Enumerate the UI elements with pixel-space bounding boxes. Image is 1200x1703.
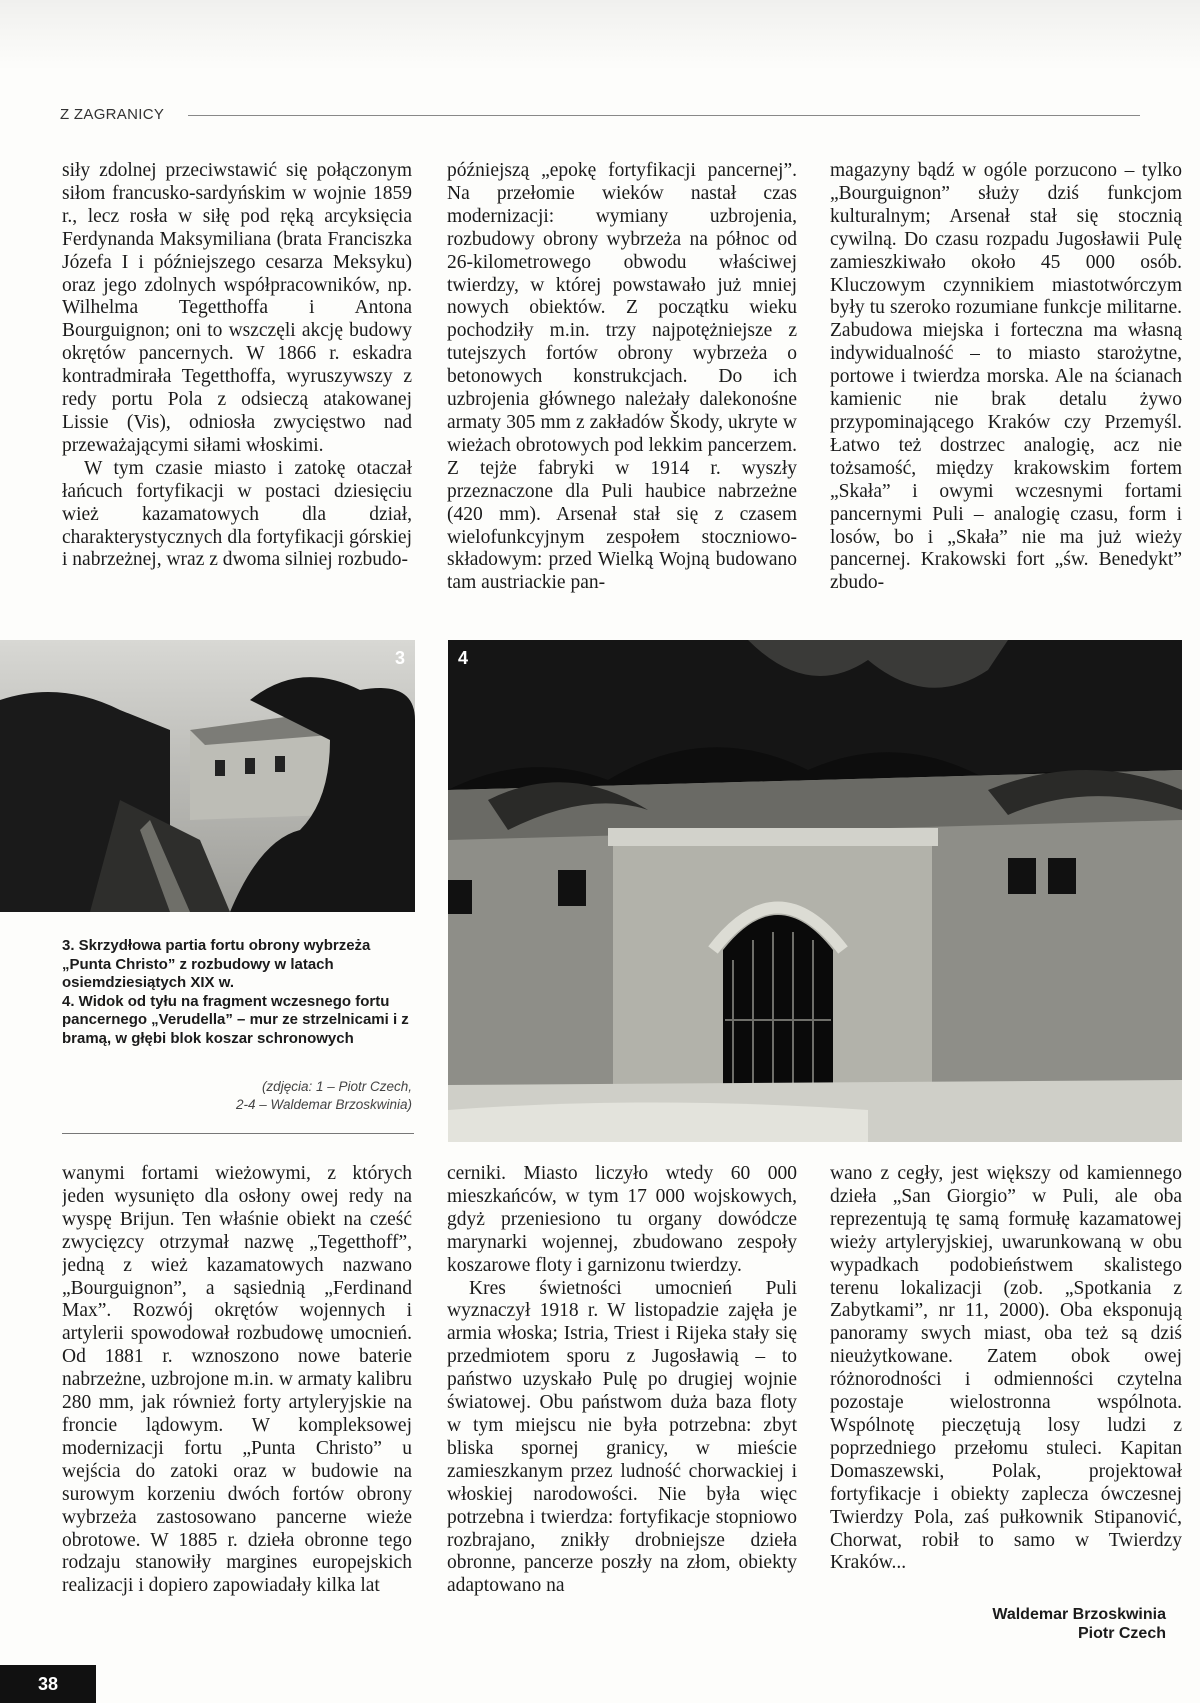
author-1: Waldemar Brzoskwinia [992,1606,1166,1623]
paragraph: magazyny bądź w ogóle porzucono – tylko „Bourguignon” służy dziś funkcjom kulturalnym; Arsenał stał się stocznią cywilną. Do czasu rozpadu Jugosławii Pulę zamieszkiwało około 45 000 osób. Kluczowym czynnikiem miastotwórczym były tu szeroko rozumiane funkcje militarne. Zabudowa miejska i forteczna ma własną indywidualność – to miasto starożytne, portowe i twierdza morska. Ale na ścianach kamienic nie brak detalu żywo przypominającego Kraków czy Przemyśl. Łatwo też dostrzec analogię, acz nie tożsamość, między krakowskim fortem „Skała” i owymi wczesnymi fortami pancernymi Puli – analogię czasu, form i losów, bo i „Skała” nie ma już wieży pancernej. Krakowski fort „św. Benedykt” zbudo- [830,160,1182,594]
photo-3-fort-punta-christo [0,640,415,912]
bottom-column-2 [447,1163,797,1643]
bottom-column-3 [830,1163,1182,1583]
photo-4-image [448,640,1182,1142]
paragraph: późniejszą „epokę fortyfikacji pancernej”. Na przełomie wieków nastał czas modernizacji: wymiany uzbrojenia, rozbudowy obrony wybrzeża na północ od 26-kilometrowego obwodu właściwej twierdzy, w której powstawało już mniej nowych obiektów. Z początku wieku pochodziły m.in. trzy najpotężniejsze z tutejszych fortów obrony wybrzeża o betonowych konstrukcjach. Do ich uzbrojenia głównego należały dalekonośne armaty 305 mm z zakładów Škody, ukryte w wieżach obrotowych pod lekkim pancerzem. Z tejże fabryki w 1914 r. wyszły przeznaczone dla Puli haubice nabrzeżne (420 mm). Arsenał stał się z czasem wielofunkcyjnym zespołem stoczniowo-składowym: przed Wielką Wojną budowano tam austriackie pan- [447,160,797,594]
photo-number: 3 [394,648,405,668]
page-top-shadow [0,0,1200,70]
photo-4-fort-verudella [448,640,1182,1142]
page-number: 38 [0,1665,96,1703]
caption-4: 4. Widok od tyłu na fragment wczesnego fortu pancernego „Verudella” – mur ze strzelnicami i z bramą, w głębi blok koszar schronowych [62,992,409,1047]
photo-credit [150,1078,412,1114]
section-rule [188,115,1140,116]
paragraph: Kres świetności umocnień Puli wyznaczył 1918 r. W listopadzie zajęła je armia włoska; Istria, Triest i Rijeka stały się przedmiotem sporu z Jugosławią – to państwo uzyskało Pulę po drugiej wojnie światowej. Obu państwom duża baza floty w tym miejscu nie była potrzebna: zbyt bliska spornej granicy, w mieście zamieszkanym przez ludność chorwackiej i włoskiej narodowości. Nie była więc potrzebna i twierdza: fortyfikacje stopniowo rozbrajano, znikły drobniejsze dzieła obronne, pancerze poszły na złom, obiekty adaptowano na [447,1277,797,1597]
section-label: Z ZAGRANICY [60,106,165,123]
paragraph: wanymi fortami wieżowymi, z których jeden wysunięto dla osłony owej redy na wyspę Brijun. Ten właśnie obiekt na cześć zwycięzcy otrzymał nazwę „Tegetthoff”, jedną z wież kazamatowych nazwano „Bourguignon”, a sąsiednią „Ferdinand Max”. Rozwój okrętów wojennych i artylerii spowodował rozbudowę umocnień. Od 1881 r. wznoszono nowe baterie nabrzeżne, uzbrojone m.in. w armaty kalibru 280 mm, jak również forty artyleryjskie na froncie lądowym. W kompleksowej modernizacji fortu „Punta Christo” u wejścia do zatoki oraz w budowie na surowym korzeniu dwóch fortów obrony wybrzeża zastosowano pancerne wieże obrotowe. W 1885 r. dzieła obronne tego rodzaju stanowiły margines europejskich realizacji i dopiero zapowiadały kilka lat [62,1163,412,1597]
paragraph: W tym czasie miasto i zatokę otaczał łańcuch fortyfikacji w postaci dziesięciu wież kazamatowych dla dział, charakterystycznych dla fortyfikacji górskiej i nabrzeżnej, wraz z dwoma silniej rozbudo- [62,457,412,571]
bottom-column-1 [62,1163,412,1643]
caption-3: 3. Skrzydłowa partia fortu obrony wybrzeża „Punta Christo” z rozbudowy w latach osiemdziesiątych XIX w. [62,937,371,991]
caption-divider [62,1133,414,1134]
credit-line-2: 2-4 – Waldemar Brzoskwinia) [235,1097,412,1112]
paragraph: wano z cegły, jest większy od kamiennego dzieła „San Giorgio” w Puli, ale oba reprezentują tę samą formułę kazamatowej wieży artyleryjskiej, uwarunkowaną w obu wypadkach podobieństwem skalistego terenu lokalizacji (zob. „Spotkania z Zabytkami”, nr 11, 2000). Oba eksponują panoramy swych miast, oba też są dziś nieużytkowane. Zatem obok owej różnorodności i odmienności czytelna pozostaje wielostronna wspólnota. Wspólnotę pieczętują losy ludzi z poprzedniego przełomu stuleci. Kapitan Domaszewski, Polak, projektował fortyfikacje i obiekty zaplecza ówczesnej Twierdzy Pola, zaś pułkownik Stipanović, Chorwat, robił to samo w Twierdzy Kraków... [830,1163,1182,1574]
photo-3-image [0,640,415,912]
paragraph: siły zdolnej przeciwstawić się połączonym siłom francusko-sardyńskim w wojnie 1859 r., lecz rosła w siłę pod ręką arcyksięcia Ferdynanda Maksymiliana (brata Franciszka Józefa I i późniejszego cesarza Meksyku) oraz jego zdolnych współpracowników, np. Wilhelma Tegetthoffa i Antona Bourguignon; oni to wszczęli akcję budowy okrętów pancernych. W 1866 r. eskadra kontradmirała Tegetthoffa, wyruszywszy z redy portu Pola z odsieczą atakowanej Lissie (Vis), odniosła zwycięstwo nad przeważającymi siłami włoskimi. [62,160,412,456]
photo-number: 4 [458,648,469,668]
top-column-2 [447,160,797,620]
credit-line-1: (zdjęcia: 1 – Piotr Czech, [261,1079,412,1094]
photo-captions [62,937,414,1048]
author-2: Piotr Czech [1077,1625,1166,1642]
paragraph: cerniki. Miasto liczyło wtedy 60 000 mieszkańców, w tym 17 000 wojskowych, gdyż przeniesiono tu organy dowódcze marynarki wojennej, zbudowano zespoły koszarowe floty i garnizonu twierdzy. [447,1163,797,1276]
top-column-1 [62,160,412,620]
top-column-3 [830,160,1182,620]
